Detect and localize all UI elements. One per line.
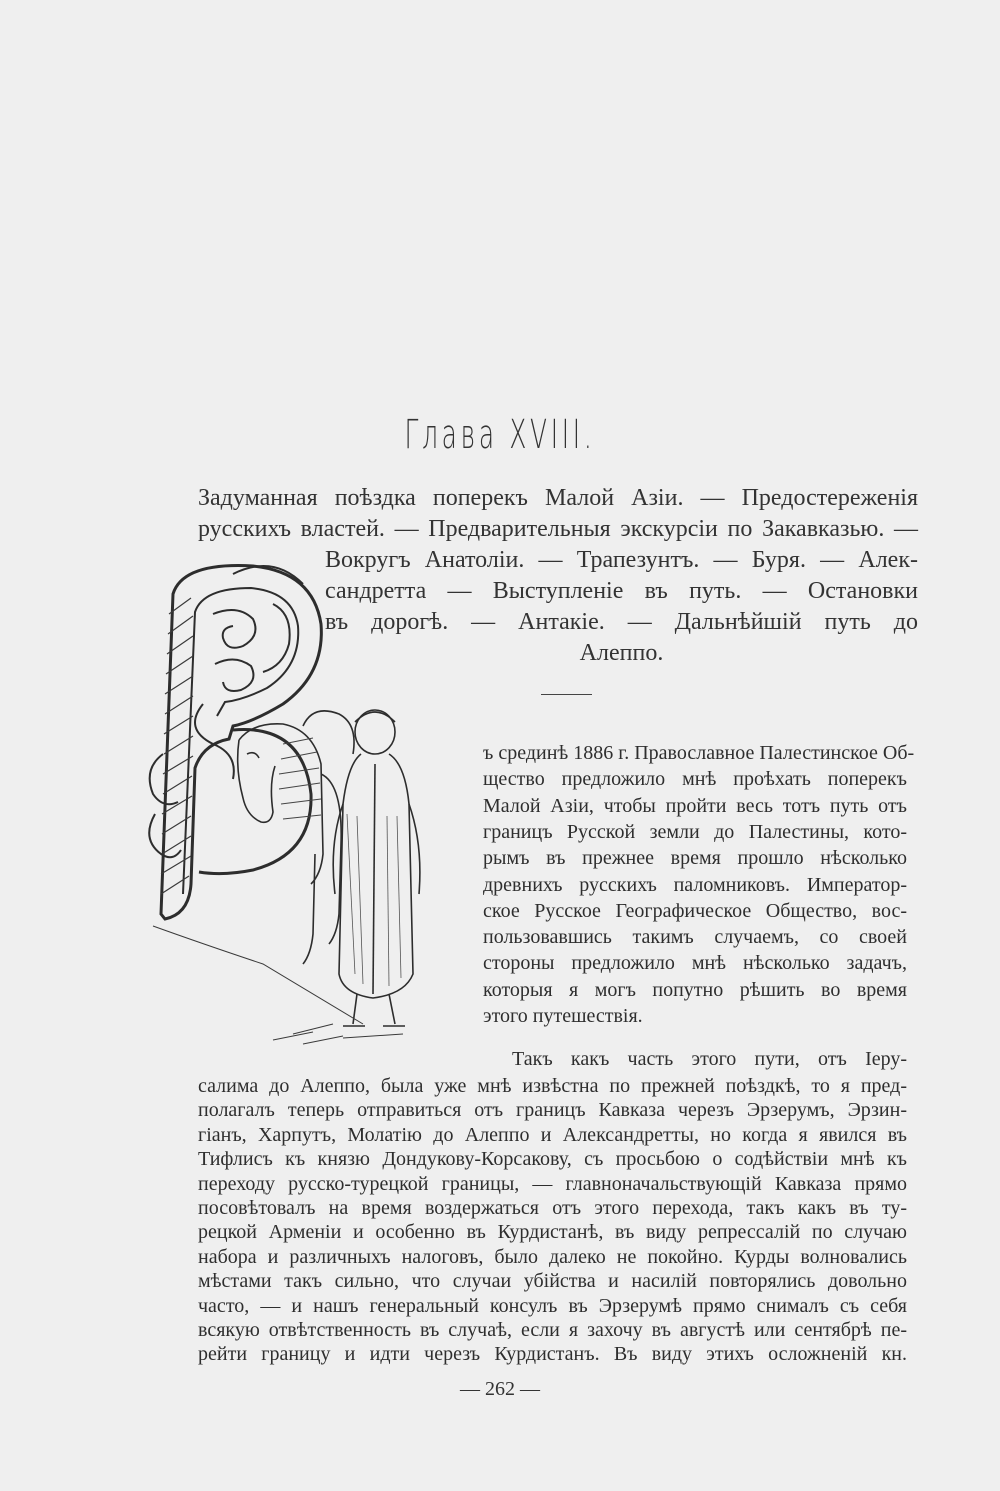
text-line: ское Русское Географическое Общество, вос- xyxy=(483,899,907,922)
text-line: посовѣтовалъ на время воздержаться отъ этого перехода, такъ какъ въ ту- xyxy=(198,1197,907,1219)
text-line: рейти границу и идти черезъ Курдистанъ. Въ виду этихъ осложненій кн. xyxy=(198,1343,907,1366)
chapter-summary-line: сандретта — Выступленіе въ путь. — Остановки xyxy=(325,578,918,604)
text-line: рымъ въ прежнее время прошло нѣсколько xyxy=(483,847,907,870)
text-line: рецкой Арменіи и особенно въ Курдистанѣ, въ виду репрессалій по случаю xyxy=(198,1221,907,1244)
text-line: полагалъ теперь отправиться отъ границъ Кавказа черезъ Эрзерумъ, Эрзин- xyxy=(198,1099,907,1122)
chapter-summary-line: русскихъ властей. — Предварительныя экскурсіи по Закавказью. — xyxy=(198,516,918,542)
text-line: щество предложило мнѣ проѣхать поперекъ xyxy=(483,768,907,791)
text-line: набора и различныхъ налоговъ, было далеко не покойно. Курды волновались xyxy=(198,1245,907,1268)
chapter-title: Глава XVIII. xyxy=(404,412,596,458)
text-line: часто, — и нашъ генеральный консулъ въ Эрзерумѣ прямо снималъ съ себя xyxy=(198,1294,907,1317)
text-line: переходу русско-турецкой границы, — главноначальствующій Кавказа прямо xyxy=(198,1172,907,1195)
text-line: стороны предложило мнѣ нѣсколько задачъ, xyxy=(483,952,907,975)
text-line: всякую отвѣтственность въ случаѣ, если я захочу въ августѣ или сентябрѣ пе- xyxy=(198,1319,907,1341)
chapter-summary-line: Вокругъ Анатоліи. — Трапезунтъ. — Буря. — Алек- xyxy=(325,547,918,573)
text-line: Тифлисъ къ князю Дондукову-Корсакову, съ просьбою о содѣйствіи мнѣ къ xyxy=(198,1148,907,1171)
illuminated-initial-v-with-horse-and-man-icon xyxy=(143,554,443,1114)
text-line: границъ Русской земли до Палестины, кото- xyxy=(483,820,907,843)
text-line: этого путешествія. xyxy=(483,1005,643,1027)
text-line: древнихъ русскихъ паломниковъ. Император- xyxy=(483,873,907,896)
chapter-summary-line: въ дорогѣ. — Антакіе. — Дальнѣйшій путь до xyxy=(325,609,918,635)
text-line: Такъ какъ часть этого пути, отъ Іеру- xyxy=(512,1048,907,1070)
page-number: — 262 — xyxy=(460,1378,540,1400)
text-line: гіанъ, Харпутъ, Молатію до Алеппо и Александретты, но когда я явился въ xyxy=(198,1123,907,1146)
chapter-summary-line: Задуманная поѣздка поперекъ Малой Азіи. — Предостереженія xyxy=(198,485,918,511)
text-line: ъ срединѣ 1886 г. Православное Палестинское Об- xyxy=(483,742,915,764)
text-line: пользовавшись такимъ случаемъ, со своей xyxy=(483,926,907,949)
chapter-summary-line: Алеппо. xyxy=(579,640,664,666)
text-line: мѣстами такъ сильно, что случаи убійства и насилій повторялись довольно xyxy=(198,1270,907,1293)
text-line: Малой Азіи, чтобы пройти весь тотъ путь отъ xyxy=(483,794,907,817)
text-line: салима до Алеппо, была уже мнѣ извѣстна по прежней поѣздкѣ, то я пред- xyxy=(198,1075,907,1097)
section-divider xyxy=(541,694,592,695)
text-line: которыя я могъ попутно рѣшить во время xyxy=(483,978,907,1001)
